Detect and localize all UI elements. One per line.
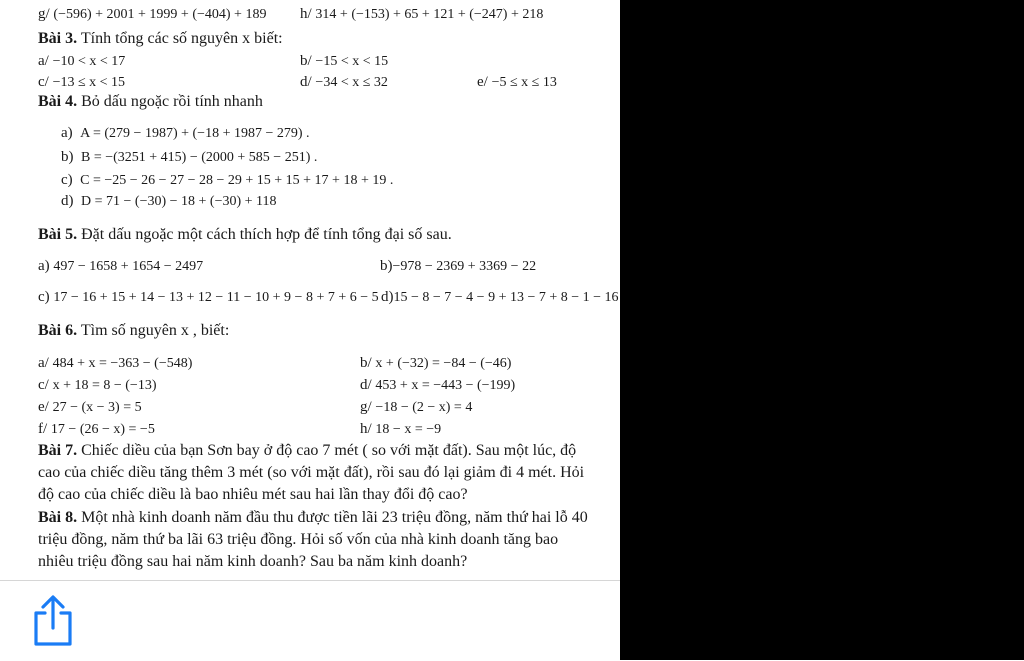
bai4-title: Bài 4. Bỏ dấu ngoặc rồi tính nhanh	[38, 93, 263, 110]
bai5-item-c: c) 17 − 16 + 15 + 14 − 13 + 12 − 11 − 10 + 9 − 8 + 7 + 6 − 5	[38, 289, 379, 305]
bai5-item-d: d)15 − 8 − 7 − 4 − 9 + 13 − 7 + 8 − 1 − 16	[381, 289, 619, 305]
bai6-item-h: h/ 18 − x = −9	[360, 421, 442, 437]
bai4-item-c: c) C = −25 − 26 − 27 − 28 − 29 + 15 + 15 + 17 + 18 + 19 .	[61, 172, 394, 188]
share-button[interactable]	[31, 595, 75, 647]
bai3-item-b: b/ −15 < x < 15	[300, 53, 389, 69]
bai6-title: Bài 6. Tìm số nguyên x , biết:	[38, 322, 230, 339]
bai4-item-a: a) A = (279 − 1987) + (−18 + 1987 − 279) .	[61, 125, 310, 141]
bai2-item-h: h/ 314 + (−153) + 65 + 121 + (−247) + 218	[300, 6, 544, 22]
bai7-line-2: cao của chiếc diều tăng thêm 3 mét (so với mặt đất), rồi sau đó lại giảm đi 4 mét. Hỏi	[38, 464, 585, 481]
bai2-item-g: g/ (−596) + 2001 + 1999 + (−404) + 189	[38, 6, 267, 22]
bai8-line-2: triệu đồng, năm thứ ba lãi 63 triệu đồng. Hỏi số vốn của nhà kinh doanh tăng bao	[38, 531, 559, 548]
bai4-item-d: d) D = 71 − (−30) − 18 + (−30) + 118	[61, 193, 277, 209]
bai3-title: Bài 3. Tính tổng các số nguyên x biết:	[38, 30, 283, 47]
bai6-item-c: c/ x + 18 = 8 − (−13)	[38, 377, 157, 393]
bai3-item-d: d/ −34 < x ≤ 32	[300, 74, 388, 90]
bai3-item-c: c/ −13 ≤ x < 15	[38, 74, 126, 90]
bai5-item-b: b)−978 − 2369 + 3369 − 22	[380, 258, 537, 274]
right-black-panel	[620, 0, 1024, 660]
bai8-line-3: nhiêu triệu đồng sau hai năm kinh doanh? Sau ba năm kinh doanh?	[38, 553, 468, 570]
bai6-item-a: a/ 484 + x = −363 − (−548)	[38, 355, 193, 371]
bai8-paragraph	[38, 507, 620, 573]
bai7-line-1: Bài 7. Chiếc diều của bạn Sơn bay ở độ cao 7 mét ( so với mặt đất). Sau một lúc, độ	[38, 442, 577, 459]
bai6-item-e: e/ 27 − (x − 3) = 5	[38, 399, 142, 415]
bai3-item-a: a/ −10 < x < 17	[38, 53, 126, 69]
bai5-item-a: a) 497 − 1658 + 1654 − 2497	[38, 258, 204, 274]
bai8-line-1: Bài 8. Một nhà kinh doanh năm đầu thu được tiền lãi 23 triệu đồng, năm thứ hai lỗ 40	[38, 509, 588, 526]
bottom-toolbar	[0, 580, 620, 661]
bai4-item-b: b) B = −(3251 + 415) − (2000 + 585 − 251) .	[61, 149, 318, 165]
bai7-paragraph	[38, 440, 620, 506]
bai5-title: Bài 5. Đặt dấu ngoặc một cách thích hợp để tính tổng đại số sau.	[38, 226, 452, 243]
bai6-item-f: f/ 17 − (26 − x) = −5	[38, 421, 155, 437]
bai7-line-3: độ cao của chiếc diều là bao nhiêu mét sau hai lần thay đổi độ cao?	[38, 486, 468, 503]
share-icon	[31, 595, 75, 647]
bai3-item-e: e/ −5 ≤ x ≤ 13	[477, 74, 557, 90]
bai6-item-b: b/ x + (−32) = −84 − (−46)	[360, 355, 512, 371]
bai6-item-g: g/ −18 − (2 − x) = 4	[360, 399, 473, 415]
bai6-item-d: d/ 453 + x = −443 − (−199)	[360, 377, 516, 393]
